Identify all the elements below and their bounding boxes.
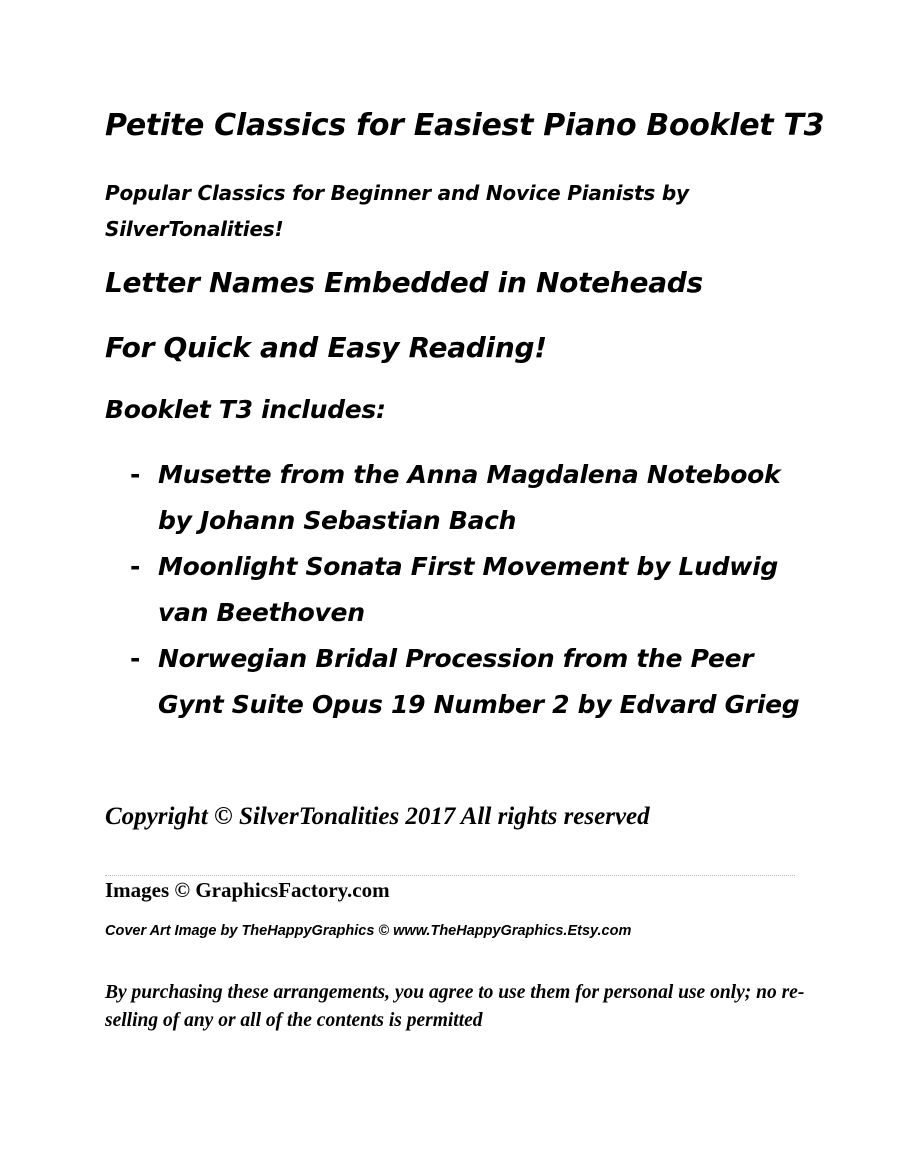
heading-letter-names: Letter Names Embedded in Noteheads bbox=[105, 266, 703, 299]
pieces-list bbox=[105, 452, 805, 728]
subtitle: Popular Classics for Beginner and Novice Pianists by SilverTonalities! bbox=[105, 181, 689, 241]
page-title: Petite Classics for Easiest Piano Booklet T3 bbox=[105, 108, 825, 143]
list-item-text: Musette from the Anna Magdalena Notebook by Johann Sebastian Bach bbox=[158, 460, 781, 535]
list-item-text: Norwegian Bridal Procession from the Peer Gynt Suite Opus 19 Number 2 by Edvard Grieg bbox=[158, 644, 800, 719]
list-item bbox=[105, 452, 805, 544]
images-credit: Images © GraphicsFactory.com bbox=[105, 878, 390, 902]
list-item bbox=[105, 636, 805, 728]
list-dash: - bbox=[130, 460, 141, 489]
divider bbox=[105, 875, 795, 876]
list-item bbox=[105, 544, 805, 636]
list-item-text: Moonlight Sonata First Movement by Ludwig van Beethoven bbox=[158, 552, 778, 627]
list-dash: - bbox=[130, 644, 141, 673]
heading-includes: Booklet T3 includes: bbox=[105, 395, 386, 424]
list-dash: - bbox=[130, 552, 141, 581]
terms-of-use: By purchasing these arrangements, you agree to use them for personal use only; no re-selling of any or all of the contents is permitted bbox=[105, 982, 805, 1031]
copyright-notice: Copyright © SilverTonalities 2017 All rights reserved bbox=[105, 803, 650, 830]
cover-art-credit: Cover Art Image by TheHappyGraphics © www.TheHappyGraphics.Etsy.com bbox=[105, 923, 632, 939]
heading-quick-reading: For Quick and Easy Reading! bbox=[105, 331, 547, 364]
